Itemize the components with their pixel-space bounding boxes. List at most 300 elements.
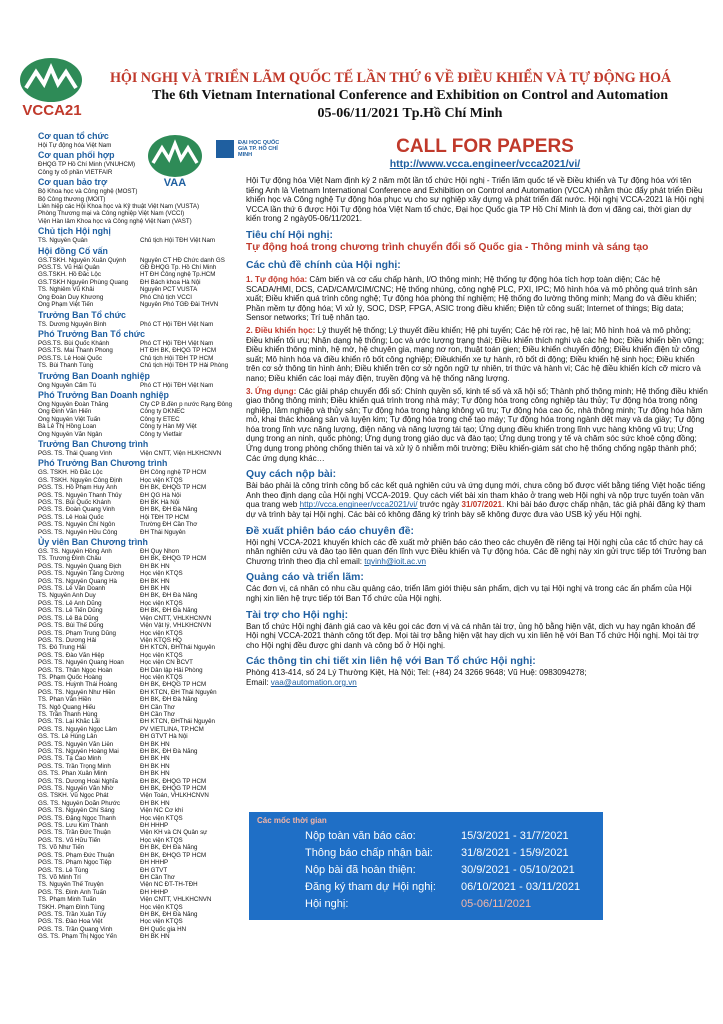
member-affiliation: HT ĐH BK, ĐHQG TP HCM: [140, 347, 216, 355]
topics-heading: Các chủ đề chính của Hội nghị:: [246, 259, 401, 271]
member-row: [38, 711, 258, 718]
member-row: [38, 294, 258, 301]
member-row: [38, 600, 258, 607]
member-name: PGS. TS. Lê Tùng: [38, 866, 89, 874]
member-affiliation: ĐH BK, ĐH Đà Nẵng: [140, 607, 198, 615]
member-affiliation: ĐH Công nghệ TP HCM: [140, 469, 207, 477]
member-name: TS. Nguyễn Thế Truyện: [38, 881, 104, 889]
member-row: [38, 748, 258, 755]
criteria-heading: Tiêu chí Hội nghị:: [246, 229, 333, 241]
member-name: PGS. TS. Dương Hoài Nghĩa: [38, 777, 118, 785]
list-item: Phòng Thương mại và Công nghiệp Việt Nam (VCCI): [38, 210, 185, 218]
list-item: Liên hiệp các Hội Khoa học và Kỹ thuật Việt Nam (VUSTA): [38, 203, 200, 211]
member-affiliation: ĐH Thái Nguyên: [140, 528, 186, 536]
member-affiliation: ĐH BK, ĐH Đà Nẵng: [140, 910, 198, 918]
member-name: GS. TSKH. Hồ Đắc Lộc: [38, 469, 103, 477]
member-affiliation: Viện NC ĐT-TH-TĐH: [140, 881, 198, 889]
member-affiliation: Nguyên PCT VUSTA: [140, 286, 198, 294]
member-name: GS.TSKH Nguyễn Phùng Quang: [38, 278, 129, 286]
member-row: [38, 286, 258, 293]
member-name: PGS. TS. Võ Hữu Tiến: [38, 836, 101, 844]
committee-column: [38, 130, 258, 1010]
member-row: [38, 755, 258, 762]
member-affiliation: Học viện KTQS: [140, 476, 183, 484]
member-affiliation: ĐH Dân lập Hải Phòng: [140, 666, 203, 674]
member-affiliation: Phó CT Hội TĐH Việt Nam: [140, 381, 214, 389]
member-affiliation: ĐH BK HN: [140, 562, 170, 570]
member-name: PGS. TS. Trần Quang Vinh: [38, 925, 113, 933]
member-row: [38, 792, 258, 799]
member-name: TS. Nguyễn Quân: [38, 237, 88, 245]
member-name: PGS. TS. Trần Trọng Minh: [38, 762, 111, 770]
topic-control: [246, 326, 708, 384]
member-affiliation: GĐ ĐHQG Tp. Hồ Chí Minh: [140, 264, 217, 272]
cfp-url-link[interactable]: http://www.vcca.engineer/vcca2021/vi/: [389, 158, 581, 170]
section-organizer: Cơ quan tổ chức: [38, 131, 109, 141]
contact-heading: Các thông tin chi tiết xin liên hệ với Ban Tổ chức Hội nghị:: [246, 656, 536, 668]
special-session-text: Hội nghị VCCA-2021 khuyến khích các đề xuất mở phiên báo cáo theo các chuyên đề riêng tại Hội nghị của các tổ chức hay cá nhân nghiên cứu và đào tạo liên quan đến lĩnh vực Điều khiển và Tự động hóa. Các đề nghị này xin gửi trực tiếp tới Trưởng ban Chương trình theo địa chỉ email:: [246, 537, 707, 566]
member-name: PGS. TS. Đào Văn Hiệp: [38, 651, 105, 659]
member-row: [38, 521, 258, 528]
program-deputy-list: [38, 469, 258, 536]
member-row: [38, 718, 258, 725]
member-row: [38, 469, 258, 476]
section-program-deputy: Phó Trưởng Ban Chương trình: [38, 458, 168, 469]
member-name: PGS. TS. Nguyễn Quang Hà: [38, 577, 117, 585]
member-row: [38, 607, 258, 614]
member-affiliation: Công ty Vietfair: [140, 430, 183, 438]
member-row: [38, 630, 258, 637]
member-affiliation: ĐH BK HN: [140, 740, 170, 748]
member-name: PGS. TS. Nguyễn Hoàng Mai: [38, 748, 119, 755]
member-name: PGS. TS. Thân Ngọc Hoàn: [38, 666, 113, 674]
member-affiliation: ĐH BK, ĐHQG TP HCM: [140, 681, 207, 689]
member-affiliation: Chủ tịch Hội TĐH TP HCM: [140, 354, 214, 362]
list-item: Bộ Công thương (MOIT): [38, 195, 106, 203]
member-row: [38, 423, 258, 430]
member-affiliation: Viện Toán, VHLKHCNVN: [140, 792, 209, 800]
submission-text-c: . Khi bài báo được chấp nhận, tác giả phải đăng ký tham dự và trình bày tại Hội nghị. Các bài có không đăng ký trình bày sẽ không được đưa vào USB kỷ yếu Hội nghị.: [246, 500, 706, 520]
member-name: Bà Lê Thị Hồng Loan: [38, 423, 97, 431]
member-affiliation: Phó CT Hội TĐH Việt Nam: [140, 320, 214, 328]
member-name: PGS. TS. Nguyễn Ngọc Lâm: [38, 725, 117, 733]
member-row: [38, 852, 258, 859]
member-row: [38, 911, 258, 918]
member-row: [38, 815, 258, 822]
business-list: [38, 382, 258, 389]
member-name: PGS. TS. Hồ Phạm Huy Ánh: [38, 484, 117, 492]
section-coorganizer: Cơ quan phối hợp: [38, 150, 115, 161]
member-affiliation: Viện CNTT, Viện HLKHCNVN: [140, 449, 222, 457]
member-name: PGS. TS. Nguyễn Quang Hoan: [38, 659, 124, 667]
member-row: [38, 659, 258, 666]
member-row: [38, 615, 258, 622]
list-item: Bộ Khoa học và Công nghệ (MOST): [38, 188, 138, 196]
member-affiliation: ĐH BK, ĐH Đà Nẵng: [140, 844, 198, 852]
member-row: [38, 347, 258, 354]
member-name: PGS. TS. Nguyễn Chí Sáng: [38, 807, 115, 815]
member-affiliation: ĐH Cần Thơ: [140, 710, 175, 718]
member-name: TS. Phạm Minh Tuấn: [38, 896, 97, 904]
member-name: TS. Bùi Thanh Tùng: [38, 362, 94, 370]
member-name: TSKH. Phạm Đình Tùng: [38, 903, 105, 911]
logo-label: VCCA21: [22, 102, 82, 119]
member-affiliation: Viện NC Cơ khí: [140, 807, 184, 815]
member-row: [38, 829, 258, 836]
member-affiliation: Học viện KTQS: [140, 918, 183, 926]
member-row: [38, 896, 258, 903]
head-list: [38, 321, 258, 328]
member-affiliation: Công ty Hàn Mỹ Việt: [140, 423, 197, 431]
member-row: [38, 271, 258, 278]
member-row: [38, 807, 258, 814]
list-item: Công ty cổ phần VIETFAIR: [38, 168, 113, 176]
member-name: PGS. TS. Dương Hải: [38, 636, 97, 644]
member-row: [38, 778, 258, 785]
member-affiliation: ĐH KTCN, ĐH Thái Nguyên: [140, 688, 217, 696]
member-name: TS. Nguyễn Anh Duy: [38, 592, 96, 600]
member-name: PGS. TS. Nguyễn Văn Liễn: [38, 740, 114, 748]
topic-automation-head: 1. Tự động hóa:: [246, 274, 308, 284]
member-affiliation: Phó Chủ tịch VCCI: [140, 293, 192, 301]
deadline-value: 15/3/2021 - 31/7/2021: [461, 830, 569, 842]
member-name: TS. Trần Thanh Hùng: [38, 710, 98, 718]
submission-paragraph: [246, 481, 708, 519]
member-affiliation: HT ĐH Công nghệ Tp.HCM: [140, 271, 216, 279]
title-english: The 6th Vietnam International Conference and Exhibition on Control and Automation: [152, 88, 668, 103]
member-affiliation: Phó CT Hội TĐH Việt Nam: [140, 339, 214, 347]
member-row: [38, 704, 258, 711]
member-row: [38, 770, 258, 777]
member-affiliation: Chủ tịch Hội TĐH TP Hải Phòng: [140, 362, 229, 370]
member-affiliation: ĐH HHHP: [140, 822, 169, 830]
deadline-row: [305, 830, 595, 842]
deadlines-title: Các mốc thời gian: [257, 816, 327, 825]
deadline-row: [305, 847, 595, 859]
member-name: TS. Võ Minh Trí: [38, 873, 81, 881]
member-row: [38, 408, 258, 415]
program-list: [38, 450, 258, 457]
member-affiliation: ĐH Quy Nhơn: [140, 548, 180, 556]
ads-heading: Quảng cáo và triển lãm:: [246, 572, 364, 584]
member-affiliation: ĐH Cần Thơ: [140, 873, 175, 881]
member-row: [38, 382, 258, 389]
topic-automation: [246, 275, 708, 323]
member-row: [38, 477, 258, 484]
member-affiliation: ĐH HHHP: [140, 888, 169, 896]
deadline-label: Nộp bài đã hoàn thiện:: [305, 864, 416, 876]
section-chair: Chủ tịch Hội nghị: [38, 226, 111, 237]
member-name: PGS. TS. Lê Anh Dũng: [38, 599, 102, 607]
deadline-row: [305, 881, 595, 893]
member-affiliation: Cty CP B.đèn p nước Rạng Đông: [140, 400, 233, 408]
funding-heading: Tài trợ cho Hội nghị:: [246, 609, 349, 621]
member-affiliation: ĐH BK Hà Nội: [140, 499, 180, 506]
member-row: [38, 867, 258, 874]
member-name: GS. TS. Phạm Thị Ngọc Yến: [38, 933, 117, 941]
member-row: [38, 499, 258, 506]
deadline-value: 06/10/2021 - 03/11/2021: [461, 881, 581, 893]
submission-deadline: 31/07/2021: [461, 500, 502, 510]
deadline-label: Thông báo chấp nhận bài:: [305, 847, 433, 859]
member-affiliation: ĐH BK, ĐHQG TP HCM: [140, 555, 207, 563]
special-session-email[interactable]: tqvinh@ioit.ac.vn: [364, 556, 427, 566]
deputy-list: [38, 340, 258, 370]
funding-paragraph: Ban tổ chức Hội nghị đánh giá cao và kêu gọi các đơn vị và cá nhân tài trợ, ủng hộ bằng hiện vật, dịch vụ hay ngân khoản để Hội nghị VCCA-2021 thành công tốt đẹp. Mọi tài trợ bằng hiện vật hay dịch vụ xin liên hệ với Ban Tổ chức Hội nghị. Mọi tài trợ cho Hội nghị đều được ghi danh và công bố ở Hội nghị.: [246, 621, 699, 650]
section-business: Trưởng Ban Doanh nghiệp: [38, 370, 150, 381]
member-row: [38, 450, 258, 457]
member-row: [38, 644, 258, 651]
member-name: PGS.TS. Mai Thanh Phong: [38, 347, 113, 355]
member-row: [38, 696, 258, 703]
vcca-emblem-icon: [20, 58, 82, 102]
member-row: [38, 529, 258, 536]
member-name: PGS. TS. Trần Đức Thuận: [38, 829, 111, 837]
member-name: TS. Trương Đình Châu: [38, 555, 102, 563]
member-row: [38, 674, 258, 681]
member-name: Ông Nguyễn Văn Ngân: [38, 430, 102, 438]
title-vietnamese: HỘI NGHỊ VÀ TRIỂN LÃM QUỐC TẾ LẦN THỨ 6 VỀ ĐIỀU KHIỂN VÀ TỰ ĐỘNG HOÁ: [110, 70, 672, 86]
member-affiliation: ĐH BK HN: [140, 755, 170, 763]
member-name: PGS. TS. Đặng Ngọc Thanh: [38, 814, 116, 822]
member-name: PGS.TS. Bùi Quốc Khánh: [38, 339, 110, 347]
contact-email[interactable]: vaa@automation.org.vn: [270, 677, 357, 687]
member-row: [38, 340, 258, 347]
member-row: [38, 570, 258, 577]
member-affiliation: Viện KTQS HQ: [140, 636, 182, 644]
section-program: Trưởng Ban Chương trình: [38, 438, 149, 449]
member-row: [38, 514, 258, 521]
member-name: PGS. TS. Nguyễn Chí Ngôn: [38, 521, 115, 529]
member-affiliation: ĐH BK, ĐH Đà Nẵng: [140, 696, 198, 704]
member-row: [38, 763, 258, 770]
section-advisory: Hội đồng Cố vấn: [38, 245, 108, 256]
member-name: PGS. TS. Trần Xuân Tùy: [38, 910, 107, 918]
section-program-members: Ủy viên Ban Chương trình: [38, 537, 148, 548]
special-session-heading: Đề xuất phiên báo cáo chuyên đề:: [246, 525, 415, 537]
contact-email-line: [246, 678, 708, 688]
member-name: TS. Đỗ Trung Hải: [38, 644, 86, 652]
member-row: [38, 844, 258, 851]
member-row: [38, 859, 258, 866]
member-row: [38, 933, 258, 940]
member-name: PGS. TS. Đào Hoa Việt: [38, 918, 103, 926]
call-for-papers-title: CALL FOR PAPERS: [396, 136, 574, 157]
member-affiliation: Trường ĐH Cần Thơ: [140, 521, 198, 529]
member-name: TS. Ngô Quang Hiếu: [38, 703, 96, 711]
member-row: [38, 622, 258, 629]
event-dates: 05-06/11/2021 Tp.Hồ Chí Minh: [317, 106, 503, 121]
member-affiliation: ĐH Bách khoa Hà Nội: [140, 278, 201, 286]
topic-control-head: 2. Điều khiển học:: [246, 325, 316, 335]
member-row: [38, 874, 258, 881]
member-affiliation: Công ty ETEC: [140, 415, 180, 423]
member-name: PGS. TS. Đoàn Quang Vinh: [38, 506, 115, 514]
member-name: PGS. TS. Lê Bá Dũng: [38, 614, 99, 622]
member-name: PGS. TS. Tạ Cao Minh: [38, 755, 102, 763]
member-row: [38, 926, 258, 933]
deadline-row: [305, 898, 595, 910]
member-row: [38, 355, 258, 362]
special-session-paragraph: [246, 538, 708, 567]
member-row: [38, 548, 258, 555]
member-row: [38, 257, 258, 264]
submission-heading: Quy cách nộp bài:: [246, 469, 337, 481]
member-affiliation: Viện CNTT, VHLKHCNVN: [140, 614, 212, 622]
member-affiliation: ĐH BK HN: [140, 770, 170, 778]
member-name: TS. Phạm Quốc Hoàng: [38, 673, 102, 681]
vnu-text: ĐẠI HỌC QUỐC GIA TP. HỒ CHÍ MINH: [238, 140, 280, 158]
member-affiliation: Học viện KTQS: [140, 651, 183, 659]
list-item: ĐHQG TP Hồ Chí Minh (VNUHCM): [38, 161, 136, 169]
member-row: [38, 637, 258, 644]
member-name: PGS. TS. Nguyễn Hữu Công: [38, 528, 118, 536]
member-row: [38, 889, 258, 896]
member-affiliation: Công ty DKNEC: [140, 408, 185, 416]
member-affiliation: ĐH GTVT Hà Nội: [140, 733, 188, 741]
member-row: [38, 726, 258, 733]
member-affiliation: Học viện KTQS: [140, 903, 183, 911]
member-name: Ông Phạm Việt Tiến: [38, 301, 94, 309]
member-name: Ông Nguyễn Đoàn Thăng: [38, 400, 109, 408]
submission-link[interactable]: http://vcca.engineer/vcca2021/vi/: [299, 500, 418, 510]
member-affiliation: ĐH BK HN: [140, 585, 170, 593]
member-name: PGS. TS. Thái Quang Vinh: [38, 449, 112, 457]
member-row: [38, 563, 258, 570]
main-content: [246, 176, 708, 688]
member-affiliation: ĐH BK, ĐH Đà Nẵng: [140, 748, 198, 755]
member-name: PGS. TS. Bùi Quốc Khánh: [38, 499, 111, 506]
deadline-label: Nộp toàn văn báo cáo:: [305, 830, 416, 842]
member-row: [38, 785, 258, 792]
member-name: TS. Dương Nguyên Bình: [38, 320, 107, 328]
member-row: [38, 301, 258, 308]
member-name: PGS. TS. Nguyễn Tăng Cường: [38, 570, 125, 578]
member-affiliation: Học viện KTQS: [140, 673, 183, 681]
contact-email-label: Email:: [246, 677, 269, 687]
member-name: Ông Nguyễn Cẩm Tú: [38, 381, 97, 389]
member-affiliation: PV VIETLINA, TP.HCM: [140, 725, 204, 733]
member-name: TS. Phan Văn Hiền: [38, 696, 91, 704]
member-name: GS. TS. Nguyễn Doãn Phước: [38, 799, 121, 807]
member-name: PGS. TS. Nguyễn Như Hiền: [38, 688, 116, 696]
member-name: PGS. TS. Lê Tiến Dũng: [38, 607, 103, 615]
member-affiliation: ĐH BK, ĐH Đà Nẵng: [140, 592, 198, 600]
member-affiliation: ĐH BK HN: [140, 577, 170, 585]
member-affiliation: ĐH Cần Thơ: [140, 703, 175, 711]
member-name: Ông Nguyễn Việt Tuấn: [38, 415, 101, 423]
member-affiliation: ĐH BK, ĐHQG TP HCM: [140, 851, 207, 859]
member-row: [38, 904, 258, 911]
coorganizer-list: [38, 161, 258, 176]
program-members-list: [38, 548, 258, 941]
vcca21-logo: [14, 58, 90, 124]
member-row: [38, 484, 258, 491]
chair-list: [38, 237, 258, 244]
section-business-deputy: Phó Trưởng Ban Doanh nghiệp: [38, 389, 169, 400]
contact-address: Phòng 413-414, số 24 Lý Thường Kiệt, Hà Nội; Tel: (+84) 24 3266 9648; Vũ Huệ: 0983094278;: [246, 668, 587, 678]
intro-paragraph: Hội Tự động hóa Việt Nam định kỳ 2 năm một lần tổ chức Hội nghị - Triển lãm quốc tế về Điều khiển và Tự động hóa với tên tiếng Anh là Vietnam International Conference and Exhibition on Control and Automation (VCCA) nhằm thúc đẩy phát triển Điều khiển học và Công nghệ Tự động hóa phục vụ cho sự nghiệp xây dựng và phát triển đất nước. Hội nghị VCCA-2021 là Hội nghị VCCA lần thứ 6 được Hội Tự động hóa Việt Nam tổ chức, Đại học Quốc gia TP Hồ Chí Minh là đơn vị đăng cai, thời gian dự kiến trong 2 ngày05-06/11/2021.: [246, 176, 704, 224]
vaa-label: VAA: [163, 177, 187, 189]
member-name: PGS.TS. Lê Hoài Quốc: [38, 354, 102, 362]
member-affiliation: Viện KH và CN Quân sự: [140, 829, 208, 837]
member-name: TS. Nghiêm Vũ Khải: [38, 286, 95, 294]
member-affiliation: ĐH KTCN, ĐHThái Nguyên: [140, 644, 215, 652]
member-row: [38, 652, 258, 659]
member-row: [38, 237, 258, 244]
member-affiliation: ĐH BK, ĐHQG TP HCM: [140, 785, 207, 793]
member-affiliation: Viện CNTT, VHLKHCNVN: [140, 896, 212, 904]
business-deputy-list: [38, 401, 258, 438]
deadline-label: Hội nghị:: [305, 898, 349, 910]
section-sponsor: Cơ quan bảo trợ: [38, 177, 108, 188]
member-name: PGS. TS. Lưu Kim Thành: [38, 822, 109, 830]
member-affiliation: ĐH BK HN: [140, 933, 170, 941]
member-row: [38, 800, 258, 807]
member-name: GS.TSKH. Hồ Đắc Lộc: [38, 271, 101, 279]
member-affiliation: Học viện KTQS: [140, 814, 183, 822]
topic-applications-head: 3. Ứng dụng:: [246, 386, 297, 396]
member-name: TS. Võ Như Tiến: [38, 844, 85, 852]
member-affiliation: Học viện KTQS: [140, 599, 183, 607]
deadline-value: 31/8/2021 - 15/9/2021: [461, 847, 569, 859]
member-row: [38, 492, 258, 499]
member-row: [38, 689, 258, 696]
member-row: [38, 362, 258, 369]
member-row: [38, 416, 258, 423]
member-affiliation: Học viện KTQS: [140, 836, 183, 844]
member-row: [38, 733, 258, 740]
member-affiliation: ĐH BK, ĐH Đà Nẵng: [140, 506, 198, 514]
member-name: PGS. TS. Huỳnh Thái Hoàng: [38, 681, 118, 689]
ads-paragraph: Các đơn vị, cá nhân có nhu cầu quảng cáo, triển lãm giới thiệu sản phẩm, dịch vụ tại Hội nghị và trong các ấn phẩm của Hội nghị xin liên hệ trực tiếp tới Ban Tổ chức của Hội nghị.: [246, 584, 692, 603]
member-affiliation: ĐH KTCN, ĐHThái Nguyên: [140, 718, 215, 726]
member-affiliation: ĐH GTVT: [140, 866, 168, 874]
member-name: PGS. TS. Bùi Thế Dũng: [38, 622, 104, 630]
member-name: PGS. TS. Lại Khắc Lãi: [38, 718, 100, 726]
member-name: PGS.TS. Vũ Hải Quân: [38, 264, 100, 272]
deadlines-box: [249, 812, 603, 920]
member-name: PGS. TS. Nguyễn Thanh Thủy: [38, 491, 122, 499]
topic-control-text: Lý thuyết hệ thống; Lý thuyết điều khiển; Hệ phi tuyến; Các hệ rời rạc, hệ lai; Mô hình hoá và mô phỏng; Điều khiển tối ưu; Nhận dạng hệ thống; Lọc và ước lượng trạng thái; Điều khiển thích nghi và các hệ học; Điều khiển bền vững; Điều khiển thông minh, hệ mờ, hệ chuyên gia, mạng nơ ron, thuật toán gien; Điều khiển chuyển động; Điều khiển điện tử công suất; Mô hình hóa và điều khiển rô bốt công nghiệp; Điềukhiển xe tự hành, rô bốt di động; Điều khiển hệ sinh học; Điều khiển trên cơ sở thông tin hình ảnh; Điều khiển trên cơ sở ngôn ngữ tự nhiên, tri thức và hành vi; Các hệ điều khiển kích cỡ micro và nano; Điều khiển các loại máy điện, truyền động và hệ thống năng lượng.: [246, 325, 704, 383]
criteria-text: Tự động hoá trong chương trình chuyển đổi số Quốc gia - Thông minh và sáng tạo: [246, 241, 649, 253]
organizer-text: Hội Tự động hóa Việt Nam: [38, 142, 112, 149]
member-affiliation: ĐH BK HN: [140, 762, 170, 770]
member-row: [38, 321, 258, 328]
member-name: Ông Đoàn Duy Khương: [38, 293, 104, 301]
member-row: [38, 578, 258, 585]
submission-text-b: trước ngày: [419, 500, 460, 510]
member-row: [38, 681, 258, 688]
member-row: [38, 822, 258, 829]
member-row: [38, 555, 258, 562]
member-affiliation: ĐH QG Hà Nội: [140, 491, 181, 499]
member-name: PGS. TS. Phạm Ngọc Tiệp: [38, 859, 112, 867]
member-name: GS.TSKH. Nguyễn Xuân Quỳnh: [38, 256, 127, 264]
member-name: GS. TS. Phan Xuân Minh: [38, 770, 108, 778]
member-row: [38, 506, 258, 513]
member-row: [38, 918, 258, 925]
member-affiliation: Hội TĐH TP HCM: [140, 513, 189, 521]
member-affiliation: Viện Vật lý, VHLKHCNVN: [140, 622, 212, 630]
deadline-value: 05-06/11/2021: [461, 898, 532, 910]
member-affiliation: ĐH BK, ĐHQG TP HCM: [140, 484, 207, 492]
member-affiliation: Học viện CN BCVT: [140, 659, 193, 667]
member-affiliation: Học viện KTQS: [140, 629, 183, 637]
member-name: PGS. TS. Nguyễn Quang Địch: [38, 562, 122, 570]
member-row: [38, 592, 258, 599]
member-row: [38, 279, 258, 286]
